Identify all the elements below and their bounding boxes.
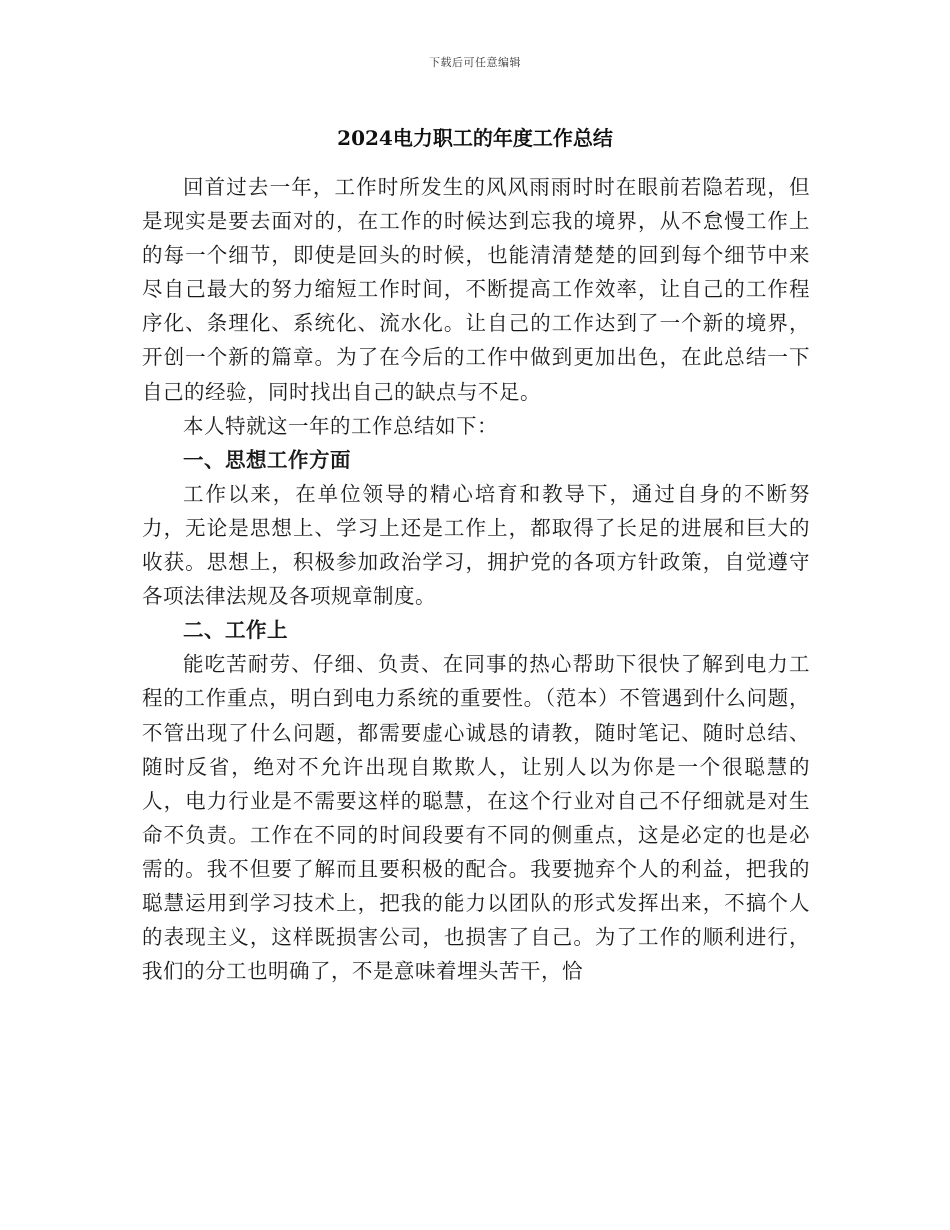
document-title: 2024电力职工的年度工作总结	[337, 126, 613, 150]
page-header-note: 下载后可任意编辑	[429, 56, 521, 69]
intro-paragraph: 回首过去一年，工作时所发生的风风雨雨时时在眼前若隐若现，但是现实是要去面对的，在工作的时候达到忘我的境界，从不怠慢工作上的每一个细节，即使是回头的时候，也能清清楚楚的回到每个细节中来尽自己最大的努力缩短工作时间，不断提高工作效率，让自己的工作程序化、条理化、系统化、流水化。让自己的工作达到了一个新的境界，开创一个新的篇章。为了在今后的工作中做到更加出色，在此总结一下自己的经验，同时找出自己的缺点与不足。	[142, 175, 810, 404]
section-body-work: 能吃苦耐劳、仔细、负责、在同事的热心帮助下很快了解到电力工程的工作重点，明白到电力系统的重要性。（范本）不管遇到什么问题，不管出现了什么问题，都需要虚心诚恳的请教，随时笔记、随时总结、随时反省，绝对不允许出现自欺欺人，让别人以为你是一个很聪慧的人，电力行业是不需要这样的聪慧，在这个行业对自己不仔细就是对生命不负责。工作在不同的时间段要有不同的侧重点，这是必定的也是必需的。我不但要了解而且要积极的配合。我要抛弃个人的利益，把我的聪慧运用到学习技术上，把我的能力以团队的形式发挥出来，不搞个人的表现主义，这样既损害公司，也损害了自己。为了工作的顺利进行，我们的分工也明确了，不是意味着埋头苦干，恰	[142, 652, 810, 984]
section-heading-work: 二、工作上	[183, 618, 288, 643]
section-body-thought: 工作以来，在单位领导的精心培育和教导下，通过自身的不断努力，无论是思想上、学习上还是工作上，都取得了长足的进展和巨大的收获。思想上，积极参加政治学习，拥护党的各项方针政策，自觉遵守各项法律法规及各项规章制度。	[142, 481, 810, 609]
section-heading-thought: 一、思想工作方面	[183, 447, 351, 472]
lead-paragraph: 本人特就这一年的工作总结如下：	[183, 413, 498, 438]
document-body	[142, 170, 810, 988]
